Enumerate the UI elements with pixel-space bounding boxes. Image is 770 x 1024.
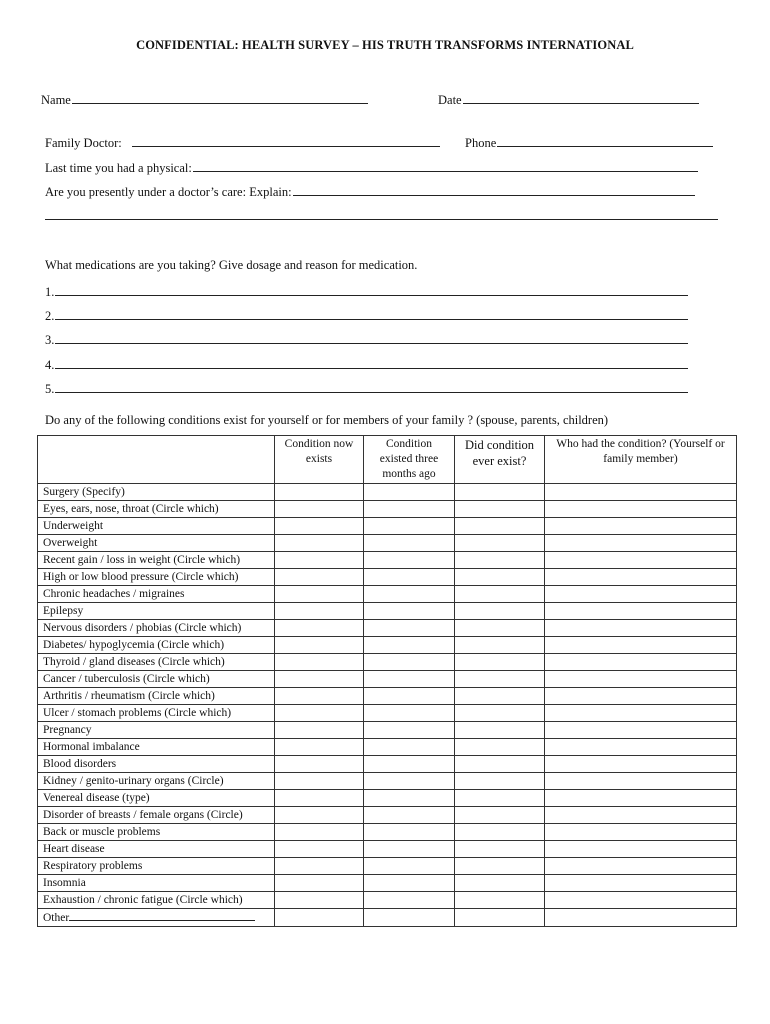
cell-ever-exist[interactable] bbox=[455, 773, 545, 790]
condition-name: Overweight bbox=[38, 535, 275, 552]
cell-who-had[interactable] bbox=[545, 756, 737, 773]
table-row bbox=[38, 654, 737, 671]
name-input-line[interactable] bbox=[72, 92, 368, 104]
medication-number: 1. bbox=[45, 285, 55, 299]
table-row bbox=[38, 552, 737, 569]
medication-line-1[interactable] bbox=[45, 284, 688, 300]
name-field[interactable] bbox=[41, 92, 368, 108]
medication-line-5[interactable] bbox=[45, 381, 688, 397]
table-row bbox=[38, 790, 737, 807]
conditions-table-body bbox=[38, 484, 737, 927]
cell-ever-exist[interactable] bbox=[455, 620, 545, 637]
cell-three-months[interactable] bbox=[364, 722, 455, 739]
condition-name: Diabetes/ hypoglycemia (Circle which) bbox=[38, 637, 275, 654]
table-row bbox=[38, 535, 737, 552]
table-row bbox=[38, 824, 737, 841]
condition-name: Pregnancy bbox=[38, 722, 275, 739]
cell-ever-exist[interactable] bbox=[455, 518, 545, 535]
cell-who-had[interactable] bbox=[545, 705, 737, 722]
last-physical-label: Last time you had a physical: bbox=[45, 161, 192, 175]
doctor-care-field[interactable] bbox=[45, 184, 695, 200]
cell-now-exists[interactable] bbox=[275, 790, 364, 807]
condition-name: High or low blood pressure (Circle which) bbox=[38, 569, 275, 586]
cell-who-had[interactable] bbox=[545, 858, 737, 875]
cell-who-had[interactable] bbox=[545, 807, 737, 824]
cell-who-had[interactable] bbox=[545, 637, 737, 654]
medication-number: 4. bbox=[45, 358, 55, 372]
family-doctor-label: Family Doctor: bbox=[45, 136, 122, 150]
cell-who-had[interactable] bbox=[545, 501, 737, 518]
medication-input-line[interactable] bbox=[55, 284, 688, 296]
doctor-care-input-line[interactable] bbox=[293, 184, 695, 196]
cell-ever-exist[interactable] bbox=[455, 739, 545, 756]
family-doctor-field[interactable] bbox=[45, 135, 440, 151]
cell-who-had[interactable] bbox=[545, 518, 737, 535]
cell-now-exists[interactable] bbox=[275, 688, 364, 705]
cell-ever-exist[interactable] bbox=[455, 722, 545, 739]
cell-ever-exist[interactable] bbox=[455, 705, 545, 722]
cell-three-months[interactable] bbox=[364, 501, 455, 518]
cell-now-exists[interactable] bbox=[275, 705, 364, 722]
cell-three-months[interactable] bbox=[364, 688, 455, 705]
medication-line-4[interactable] bbox=[45, 357, 688, 373]
cell-ever-exist[interactable] bbox=[455, 586, 545, 603]
cell-now-exists[interactable] bbox=[275, 807, 364, 824]
cell-three-months[interactable] bbox=[364, 756, 455, 773]
condition-name: Surgery (Specify) bbox=[38, 484, 275, 501]
cell-three-months[interactable] bbox=[364, 807, 455, 824]
form-title: CONFIDENTIAL: HEALTH SURVEY – HIS TRUTH TRANSFORMS INTERNATIONAL bbox=[136, 38, 634, 52]
condition-name: Heart disease bbox=[38, 841, 275, 858]
cell-three-months[interactable] bbox=[364, 739, 455, 756]
table-row bbox=[38, 807, 737, 824]
cell-now-exists[interactable] bbox=[275, 824, 364, 841]
date-input-line[interactable] bbox=[463, 92, 699, 104]
cell-now-exists[interactable] bbox=[275, 637, 364, 654]
cell-who-had[interactable] bbox=[545, 909, 737, 927]
condition-other bbox=[38, 909, 275, 927]
header-condition-name bbox=[38, 436, 275, 484]
table-row bbox=[38, 875, 737, 892]
medication-input-line[interactable] bbox=[55, 332, 688, 344]
table-row bbox=[38, 569, 737, 586]
cell-ever-exist[interactable] bbox=[455, 841, 545, 858]
condition-name: Chronic headaches / migraines bbox=[38, 586, 275, 603]
cell-three-months[interactable] bbox=[364, 569, 455, 586]
header-did-condition-ever-exist: Did condition ever exist? bbox=[455, 436, 545, 484]
cell-three-months[interactable] bbox=[364, 705, 455, 722]
cell-three-months[interactable] bbox=[364, 892, 455, 909]
table-header-row bbox=[38, 436, 737, 484]
table-row bbox=[38, 603, 737, 620]
cell-who-had[interactable] bbox=[545, 535, 737, 552]
table-row bbox=[38, 671, 737, 688]
medication-line-2[interactable] bbox=[45, 308, 688, 324]
table-row bbox=[38, 756, 737, 773]
cell-ever-exist[interactable] bbox=[455, 671, 545, 688]
condition-name: Back or muscle problems bbox=[38, 824, 275, 841]
cell-three-months[interactable] bbox=[364, 671, 455, 688]
last-physical-input-line[interactable] bbox=[193, 160, 698, 172]
cell-who-had[interactable] bbox=[545, 841, 737, 858]
cell-who-had[interactable] bbox=[545, 722, 737, 739]
doctor-care-label: Are you presently under a doctor’s care: Explain: bbox=[45, 185, 292, 199]
table-row bbox=[38, 739, 737, 756]
header-condition-three-months: Condition existed three months ago bbox=[364, 436, 455, 484]
condition-name: Respiratory problems bbox=[38, 858, 275, 875]
cell-now-exists[interactable] bbox=[275, 841, 364, 858]
table-row bbox=[38, 705, 737, 722]
condition-name: Recent gain / loss in weight (Circle which) bbox=[38, 552, 275, 569]
medication-number: 5. bbox=[45, 382, 55, 396]
cell-three-months[interactable] bbox=[364, 552, 455, 569]
cell-ever-exist[interactable] bbox=[455, 807, 545, 824]
phone-input-line[interactable] bbox=[497, 135, 713, 147]
cell-who-had[interactable] bbox=[545, 552, 737, 569]
cell-now-exists[interactable] bbox=[275, 535, 364, 552]
condition-name: Epilepsy bbox=[38, 603, 275, 620]
table-row bbox=[38, 484, 737, 501]
cell-now-exists[interactable] bbox=[275, 620, 364, 637]
date-field[interactable] bbox=[438, 92, 699, 108]
table-row bbox=[38, 892, 737, 909]
cell-three-months[interactable] bbox=[364, 909, 455, 927]
cell-now-exists[interactable] bbox=[275, 892, 364, 909]
cell-who-had[interactable] bbox=[545, 875, 737, 892]
condition-name: Venereal disease (type) bbox=[38, 790, 275, 807]
table-row bbox=[38, 586, 737, 603]
last-physical-field[interactable] bbox=[45, 160, 698, 176]
other-label: Other bbox=[43, 912, 70, 924]
cell-ever-exist[interactable] bbox=[455, 569, 545, 586]
cell-who-had[interactable] bbox=[545, 739, 737, 756]
cell-now-exists[interactable] bbox=[275, 875, 364, 892]
cell-three-months[interactable] bbox=[364, 654, 455, 671]
cell-ever-exist[interactable] bbox=[455, 603, 545, 620]
cell-now-exists[interactable] bbox=[275, 756, 364, 773]
cell-three-months[interactable] bbox=[364, 586, 455, 603]
medication-input-line[interactable] bbox=[55, 381, 688, 393]
header-condition-now-exists: Condition now exists bbox=[275, 436, 364, 484]
cell-three-months[interactable] bbox=[364, 790, 455, 807]
condition-name: Arthritis / rheumatism (Circle which) bbox=[38, 688, 275, 705]
cell-now-exists[interactable] bbox=[275, 773, 364, 790]
cell-ever-exist[interactable] bbox=[455, 790, 545, 807]
doctor-care-extra-line[interactable] bbox=[45, 219, 718, 220]
medications-question: What medications are you taking? Give dosage and reason for medication. bbox=[45, 258, 418, 272]
cell-now-exists[interactable] bbox=[275, 586, 364, 603]
cell-who-had[interactable] bbox=[545, 586, 737, 603]
cell-ever-exist[interactable] bbox=[455, 875, 545, 892]
cell-ever-exist[interactable] bbox=[455, 637, 545, 654]
table-row bbox=[38, 501, 737, 518]
cell-ever-exist[interactable] bbox=[455, 858, 545, 875]
cell-who-had[interactable] bbox=[545, 790, 737, 807]
cell-who-had[interactable] bbox=[545, 569, 737, 586]
table-row bbox=[38, 773, 737, 790]
cell-now-exists[interactable] bbox=[275, 654, 364, 671]
cell-three-months[interactable] bbox=[364, 603, 455, 620]
cell-now-exists[interactable] bbox=[275, 518, 364, 535]
cell-who-had[interactable] bbox=[545, 688, 737, 705]
cell-now-exists[interactable] bbox=[275, 569, 364, 586]
medication-input-line[interactable] bbox=[55, 357, 688, 369]
cell-three-months[interactable] bbox=[364, 518, 455, 535]
cell-ever-exist[interactable] bbox=[455, 484, 545, 501]
condition-name: Exhaustion / chronic fatigue (Circle which) bbox=[38, 892, 275, 909]
cell-ever-exist[interactable] bbox=[455, 824, 545, 841]
condition-name: Eyes, ears, nose, throat (Circle which) bbox=[38, 501, 275, 518]
condition-name: Kidney / genito-urinary organs (Circle) bbox=[38, 773, 275, 790]
cell-now-exists[interactable] bbox=[275, 671, 364, 688]
cell-who-had[interactable] bbox=[545, 773, 737, 790]
family-doctor-input-line[interactable] bbox=[132, 135, 440, 147]
condition-name: Insomnia bbox=[38, 875, 275, 892]
condition-name: Disorder of breasts / female organs (Circle) bbox=[38, 807, 275, 824]
conditions-table bbox=[37, 435, 737, 927]
medication-number: 2. bbox=[45, 309, 55, 323]
cell-ever-exist[interactable] bbox=[455, 654, 545, 671]
cell-ever-exist[interactable] bbox=[455, 501, 545, 518]
cell-three-months[interactable] bbox=[364, 535, 455, 552]
condition-name: Hormonal imbalance bbox=[38, 739, 275, 756]
cell-now-exists[interactable] bbox=[275, 739, 364, 756]
condition-name: Underweight bbox=[38, 518, 275, 535]
cell-who-had[interactable] bbox=[545, 824, 737, 841]
table-row bbox=[38, 518, 737, 535]
cell-now-exists[interactable] bbox=[275, 603, 364, 620]
phone-field[interactable] bbox=[465, 135, 713, 151]
cell-who-had[interactable] bbox=[545, 671, 737, 688]
conditions-question: Do any of the following conditions exist for yourself or for members of your family ? (spouse, parents, children) bbox=[45, 413, 609, 427]
cell-three-months[interactable] bbox=[364, 637, 455, 654]
cell-now-exists[interactable] bbox=[275, 501, 364, 518]
cell-now-exists[interactable] bbox=[275, 722, 364, 739]
condition-name: Ulcer / stomach problems (Circle which) bbox=[38, 705, 275, 722]
other-input-line[interactable] bbox=[69, 909, 255, 921]
table-row-other bbox=[38, 909, 737, 927]
cell-ever-exist[interactable] bbox=[455, 535, 545, 552]
table-row bbox=[38, 620, 737, 637]
cell-three-months[interactable] bbox=[364, 841, 455, 858]
table-row bbox=[38, 841, 737, 858]
date-label: Date bbox=[438, 93, 462, 107]
table-row bbox=[38, 722, 737, 739]
cell-who-had[interactable] bbox=[545, 892, 737, 909]
medication-number: 3. bbox=[45, 333, 55, 347]
cell-who-had[interactable] bbox=[545, 620, 737, 637]
table-row bbox=[38, 858, 737, 875]
condition-name: Cancer / tuberculosis (Circle which) bbox=[38, 671, 275, 688]
cell-now-exists[interactable] bbox=[275, 858, 364, 875]
header-who-had-condition: Who had the condition? (Yourself or family member) bbox=[545, 436, 737, 484]
cell-ever-exist[interactable] bbox=[455, 756, 545, 773]
cell-three-months[interactable] bbox=[364, 824, 455, 841]
cell-ever-exist[interactable] bbox=[455, 892, 545, 909]
name-label: Name bbox=[41, 93, 71, 107]
table-row bbox=[38, 688, 737, 705]
medication-line-3[interactable] bbox=[45, 332, 688, 348]
cell-three-months[interactable] bbox=[364, 620, 455, 637]
phone-label: Phone bbox=[465, 136, 497, 150]
medication-input-line[interactable] bbox=[55, 308, 688, 320]
cell-now-exists[interactable] bbox=[275, 552, 364, 569]
cell-three-months[interactable] bbox=[364, 484, 455, 501]
cell-three-months[interactable] bbox=[364, 875, 455, 892]
cell-ever-exist[interactable] bbox=[455, 688, 545, 705]
cell-ever-exist[interactable] bbox=[455, 552, 545, 569]
cell-now-exists[interactable] bbox=[275, 484, 364, 501]
cell-who-had[interactable] bbox=[545, 484, 737, 501]
cell-ever-exist[interactable] bbox=[455, 909, 545, 927]
table-row bbox=[38, 637, 737, 654]
condition-name: Thyroid / gland diseases (Circle which) bbox=[38, 654, 275, 671]
condition-name: Nervous disorders / phobias (Circle which) bbox=[38, 620, 275, 637]
cell-who-had[interactable] bbox=[545, 654, 737, 671]
condition-name: Blood disorders bbox=[38, 756, 275, 773]
cell-three-months[interactable] bbox=[364, 773, 455, 790]
cell-now-exists[interactable] bbox=[275, 909, 364, 927]
cell-who-had[interactable] bbox=[545, 603, 737, 620]
cell-three-months[interactable] bbox=[364, 858, 455, 875]
